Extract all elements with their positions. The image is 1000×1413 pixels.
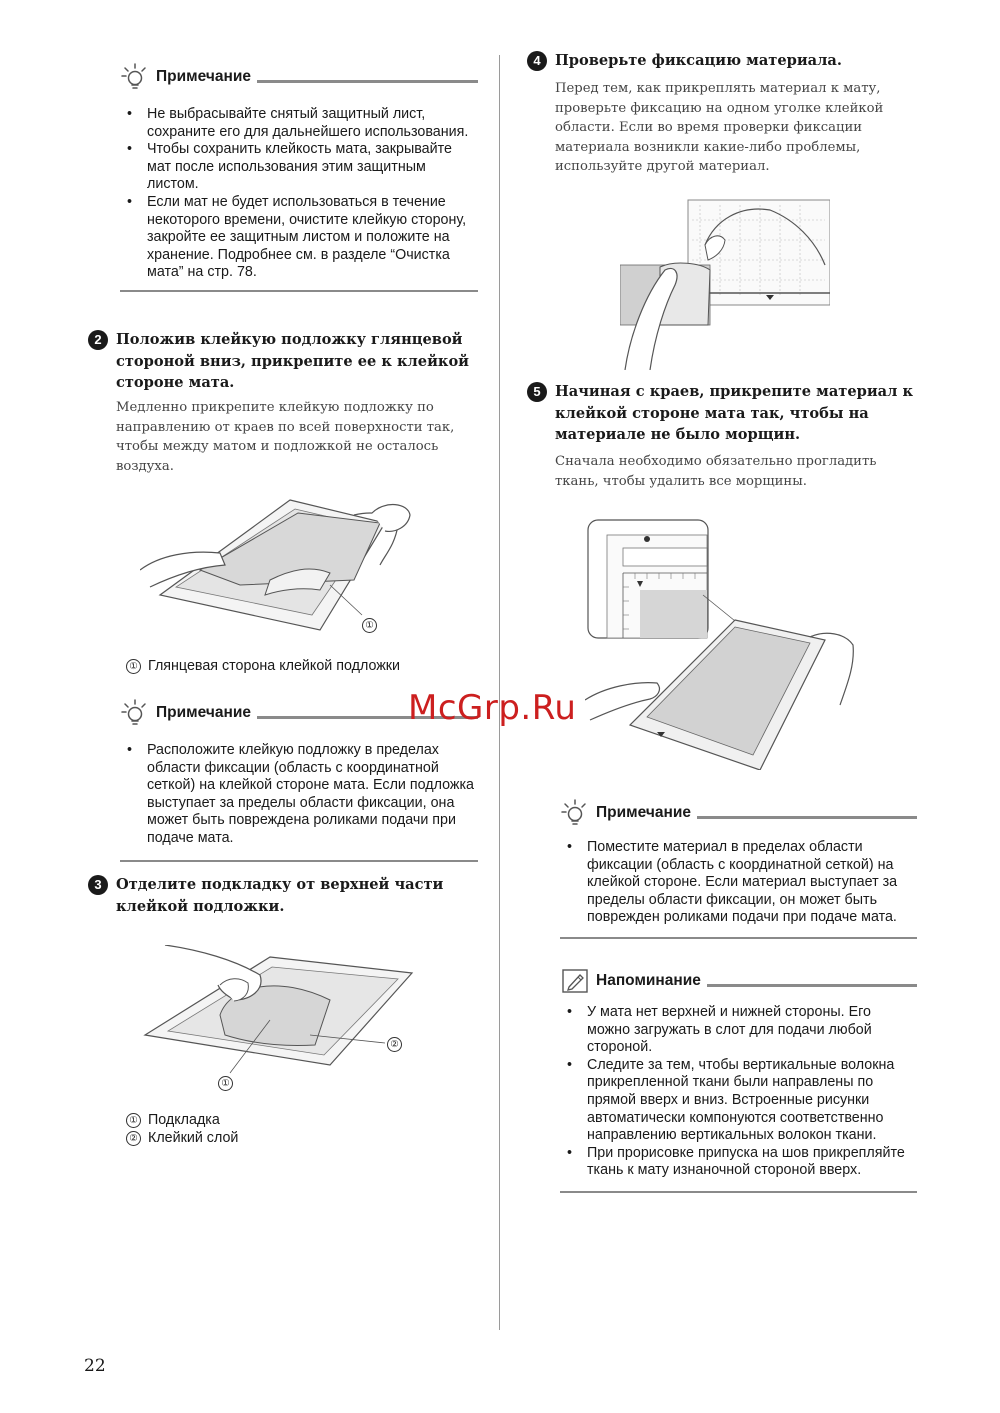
step-heading: Отделите подкладку от верхней части клейкой подложки. (116, 876, 444, 915)
note-bottom-rule (560, 937, 917, 939)
figure-caption (126, 657, 400, 675)
caption-row (126, 1129, 238, 1147)
note-title: Примечание (156, 68, 251, 85)
callout-marker: ① (362, 618, 377, 633)
note-bottom-rule (120, 860, 478, 862)
peel-liner-illustration (140, 945, 420, 1090)
figure-captions (126, 1111, 238, 1147)
reminder-title: Напоминание (596, 972, 701, 989)
step-heading: Начиная с краев, прикрепите материал к клейкой стороне мата так, чтобы на материале не было морщин. (555, 383, 914, 443)
note-header (120, 62, 478, 92)
note-bottom-rule (120, 290, 478, 292)
figure-marker-1 (218, 1074, 240, 1092)
note-rule (257, 80, 478, 83)
note-header (560, 798, 917, 828)
reminder-memo-icon (560, 966, 590, 996)
reminder-block (560, 966, 917, 1193)
note-rule (697, 816, 917, 819)
list-item: • Поместите материал в пределах области фиксации (область с координатной сеткой) на клейкой стороне. Если материал выступает за пределы области фиксации, он может быть поврежден роликами подачи при подаче мата. (560, 839, 917, 927)
list-item: • У мата нет верхней и нижней стороны. Его можно загружать в слот для подачи любой стороной. (560, 1004, 917, 1057)
list-item: • Если мат не будет использоваться в течение некоторого времени, очистите клейкую сторону, закройте ее защитным листом и положите на хранение. Подробнее см. в разделе “Очистка мата” на стр. 78. (120, 194, 478, 282)
note-title: Примечание (156, 704, 251, 721)
callout-marker: ② (387, 1037, 402, 1052)
list-item: • Чтобы сохранить клейкость мата, закрывайте мат после использования этим защитным листом. (120, 141, 478, 194)
caption-text: Подкладка (148, 1112, 220, 1128)
caption-number: ② (126, 1131, 141, 1146)
step-4 (527, 50, 927, 72)
caption-number: ① (126, 659, 141, 674)
list-item: • Следите за тем, чтобы вертикальные волокна прикрепленной ткани были направлены по прямой вверх и вниз. Встроенные рисунки автоматически компонуются соответственно направлению вертикальных волокон ткани. (560, 1057, 917, 1145)
note-lightbulb-icon (120, 698, 150, 728)
note-block-3 (560, 798, 917, 939)
caption-number: ① (126, 1113, 141, 1128)
caption-row (126, 1111, 238, 1129)
mat-adhesive-sheet-illustration (140, 495, 440, 640)
note-block-1 (120, 62, 478, 292)
note-lightbulb-icon (120, 62, 150, 92)
step-heading: Проверьте фиксацию материала. (555, 52, 842, 69)
attach-material-illustration (585, 515, 860, 770)
note-title: Примечание (596, 804, 691, 821)
step-3 (88, 874, 478, 917)
step-5-body: Сначала необходимо обязательно прогладить ткань, чтобы удалить все морщины. (555, 454, 877, 489)
reminder-list (560, 1004, 917, 1180)
caption-text: Глянцевая сторона клейкой подложки (148, 658, 401, 674)
caption-text: Клейкий слой (148, 1130, 239, 1146)
note-lightbulb-icon (560, 798, 590, 828)
note-list (120, 106, 478, 282)
step-4-body: Перед тем, как прикреплять материал к мату, проверьте фиксацию на одном уголке клейкой области. Если во время проверки фиксации материала возникли какие-либо проблемы, используйте другой материал. (555, 81, 884, 175)
step-number-badge: 4 (527, 51, 547, 71)
step-number-badge: 5 (527, 382, 547, 402)
step-2-body: Медленно прикрепите клейкую подложку по направлению от краев по всей поверхности так, чтобы между матом и подложкой не осталось воздуха. (116, 400, 455, 474)
step-2 (88, 329, 478, 394)
reminder-header (560, 966, 917, 996)
reminder-rule (707, 984, 917, 987)
watermark: McGrp.Ru (408, 688, 577, 728)
figure-marker (362, 616, 384, 634)
callout-marker: ① (218, 1076, 233, 1091)
list-item: • При прорисовке припуска на шов прикрепляйте ткань к мату изнаночной стороной вверх. (560, 1145, 917, 1180)
step-5 (527, 381, 917, 446)
note-list (560, 839, 917, 927)
figure-marker-2 (387, 1035, 409, 1053)
check-fixation-illustration (620, 195, 830, 370)
list-item: • Не выбрасывайте снятый защитный лист, сохраните его для дальнейшего использования. (120, 106, 478, 141)
step-number-badge: 2 (88, 330, 108, 350)
note-list (120, 742, 478, 848)
step-number-badge: 3 (88, 875, 108, 895)
reminder-bottom-rule (560, 1191, 917, 1193)
page-number: 22 (84, 1356, 106, 1376)
list-item: • Расположите клейкую подложку в пределах области фиксации (область с координатной сеткой) на клейкой стороне мата. Если подложка выступает за пределы области фиксации, она может быть повреждена роликами подачи при подаче мата. (120, 742, 478, 848)
step-heading: Положив клейкую подложку глянцевой стороной вниз, прикрепите ее к клейкой стороне мата. (116, 331, 470, 391)
